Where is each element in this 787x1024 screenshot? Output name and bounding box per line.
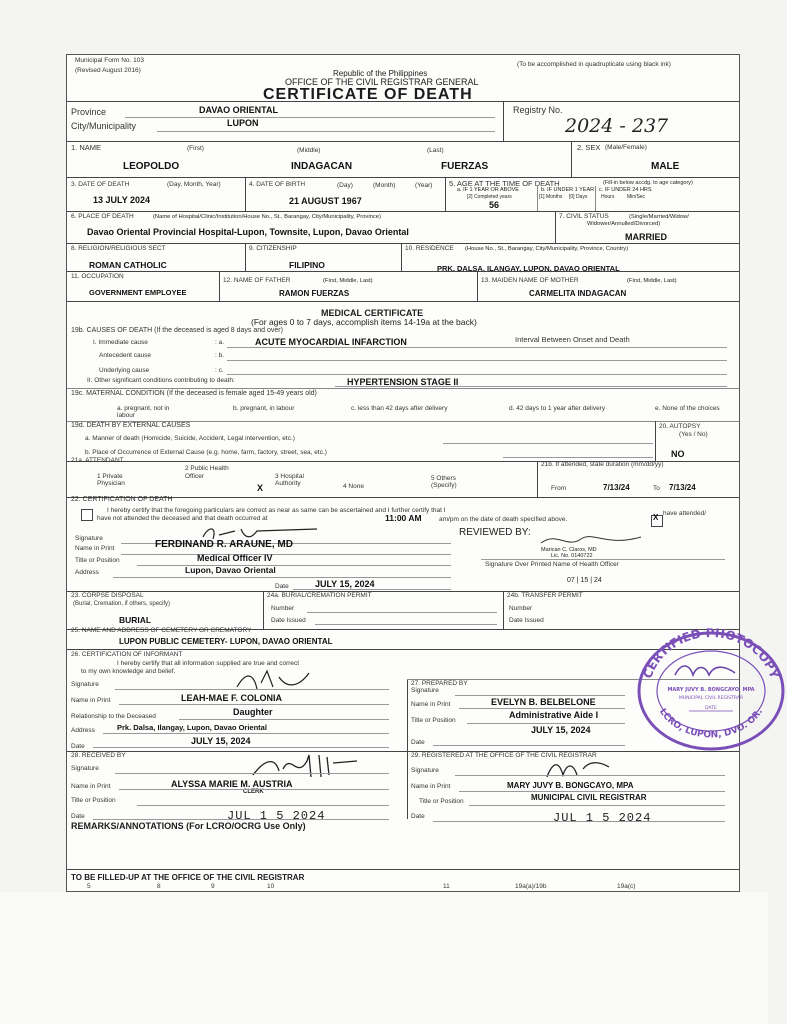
maternal-option-e: e. None of the choices [655, 405, 720, 412]
seal-date-label: DATE [705, 706, 717, 711]
footer-code-9: 9 [211, 883, 215, 890]
other-conditions-value: HYPERTENSION STAGE II [347, 377, 459, 387]
informant-name: LEAH-MAE F. COLONIA [181, 693, 282, 703]
external-causes-label: 19d. DEATH BY EXTERNAL CAUSES [71, 422, 191, 429]
age-c-hours: Hours [601, 194, 615, 200]
first-name-value: LEOPOLDO [123, 161, 180, 172]
reviewer-date: 07 | 15 | 24 [567, 577, 602, 584]
residence-value: PRK. DALSA, ILANGAY, LUPON, DAVAO ORIENTAL [437, 264, 620, 273]
received-title-label: Title or Position [71, 797, 116, 804]
last-name-value: FUERZAS [441, 161, 489, 172]
medical-title: MEDICAL CERTIFICATE [321, 308, 424, 318]
footer-code-11: 11 [443, 883, 450, 890]
death-time-value: 11:00 AM [385, 513, 422, 523]
cert-name-label: Name in Print [75, 545, 115, 552]
medical-subtitle: (For ages 0 to 7 days, accomplish items 14-19a at the back) [251, 317, 477, 327]
duration-label: 21b. If attended, state duration (mm/dd/yy) [541, 461, 664, 468]
age-label: 5. AGE AT THE TIME OF DEATH [449, 179, 560, 188]
middle-name-label: (Middle) [297, 147, 321, 154]
transfer-issued-label: Date Issued [509, 617, 544, 624]
not-attended-checkbox [81, 509, 93, 521]
footer-code-10: 10 [267, 883, 275, 890]
attendant-others: 5 Others (Specify) [431, 475, 457, 489]
death-date-value: 13 JULY 2024 [93, 195, 151, 205]
received-name-label: Name in Print [71, 783, 111, 790]
birth-year-label: (Year) [415, 182, 433, 189]
physician-address: Lupon, Davao Oriental [185, 565, 276, 575]
cemetery-label: 25. NAME AND ADDRESS OF CEMETERY OR CREMATORY [71, 627, 252, 634]
age-a-label: a. IF 1 YEAR OR ABOVE [457, 187, 519, 193]
maternal-option-b: b. pregnant, in labour [233, 405, 295, 412]
sex-label: 2. SEX [577, 143, 601, 152]
permit-issued-label: Date Issued [271, 617, 306, 624]
city-label: City/Municipality [71, 121, 137, 131]
registry-number: 2024 - 237 [565, 115, 669, 137]
disposal-label: 23. CORPSE DISPOSAL [71, 592, 144, 599]
registry-label: Registry No. [513, 105, 563, 115]
permit-number-label: Number [271, 605, 295, 612]
maternal-option-a: a. pregnant, not in labour [117, 405, 170, 419]
province-value: DAVAO ORIENTAL [199, 105, 278, 115]
informant-date-label: Date [71, 743, 85, 750]
disposal-value: BURIAL [119, 615, 152, 625]
birth-date-label: 4. DATE OF BIRTH [249, 181, 306, 188]
immediate-cause-value: ACUTE MYOCARDIAL INFARCTION [255, 337, 407, 347]
certification-label: 22. CERTIFICATION OF DEATH [71, 496, 173, 503]
received-date-label: Date [71, 813, 85, 820]
form-revision: (Revised August 2016) [75, 67, 141, 74]
father-hint: (First, Middle, Last) [323, 278, 373, 284]
seal-arc-text: CERTIFIED PHOTOCOPY [640, 627, 782, 681]
middle-name-value: INDAGACAN [291, 161, 353, 172]
registered-label: 29. REGISTERED AT THE OFFICE OF THE CIVIL REGISTRAR [411, 752, 597, 759]
footer-code-5: 5 [87, 883, 91, 890]
birth-date-value: 21 AUGUST 1967 [289, 196, 362, 206]
cemetery-value: LUPON PUBLIC CEMETERY- LUPON, DAVAO ORIENTAL [119, 637, 333, 646]
registered-name-label: Name in Print [411, 783, 451, 790]
svg-text:LCRO, LUPON, DVO. OR. [657, 707, 765, 740]
registered-date-label: Date [411, 813, 425, 820]
office-label: OFFICE OF THE CIVIL REGISTRAR GENERAL [285, 77, 479, 87]
informant-date: JULY 15, 2024 [191, 736, 251, 746]
certified-photocopy-seal [635, 627, 787, 751]
age-a-sub: [2] Completed years [467, 194, 512, 200]
certificate-sheet [66, 54, 782, 892]
residence-label: 10. RESIDENCE [405, 245, 454, 252]
informant-label: 26. CERTIFICATION OF INFORMANT [71, 651, 183, 658]
underlying-cause-label: Underlying cause [99, 367, 150, 374]
received-date: JUL 1 5 2024 [227, 809, 326, 823]
last-name-label: (Last) [427, 147, 444, 154]
maternal-option-c: c. less than 42 days after delivery [351, 405, 448, 412]
footer-code-19a-19b: 19a(a)/19b [515, 883, 547, 890]
physician-date: JULY 15, 2024 [315, 579, 375, 589]
city-value: LUPON [227, 118, 259, 128]
remarks-label: REMARKS/ANNOTATIONS (For LCRO/OCRG Use Only) [71, 821, 306, 831]
seal-name: MARY JUVY B. BONGCAYO, MPA [667, 687, 755, 693]
permit-label: 24a. BURIAL/CREMATION PERMIT [267, 592, 372, 599]
occupation-label: 11. OCCUPATION [71, 273, 124, 280]
registered-title: MUNICIPAL CIVIL REGISTRAR [531, 793, 647, 802]
physician-title: Medical Officer IV [197, 553, 273, 563]
autopsy-label: 20. AUTOPSY [659, 423, 701, 430]
place-of-death-hint: (Name of Hospital/Clinic/Institution/House No., St., Barangay, City/Municipality, Province) [153, 214, 381, 220]
antecedent-cause-label: Antecedent cause [99, 352, 152, 359]
reviewer-caption: Signature Over Printed Name of Health Officer [485, 561, 619, 568]
registered-signature-label: Signature [411, 767, 439, 774]
seal-place: LCRO, LUPON, DVO. OR. [656, 707, 765, 741]
occurrence-label: b. Place of Occurrence of External Cause (e.g. home, farm, factory, street, sea, etc.) [85, 449, 327, 456]
mother-value: CARMELITA INDAGACAN [529, 289, 627, 298]
attendant-none: 4 None [343, 483, 364, 490]
to-value: 7/13/24 [669, 483, 696, 492]
death-date-label: 3. DATE OF DEATH [71, 181, 130, 188]
received-signature [247, 751, 367, 781]
place-of-death-value: Davao Oriental Provincial Hospital-Lupon, Townsite, Lupon, Davao Oriental [87, 227, 409, 237]
other-conditions-label: II. Other significant conditions contributing to death: [87, 377, 235, 384]
quadruplicate-note: (To be accomplished in quadruplicate using black ink) [517, 61, 671, 68]
transfer-number-label: Number [509, 605, 533, 612]
civil-status-label: 7. CIVIL STATUS [559, 213, 609, 220]
attendant-hospital: 3 Hospital Authority [275, 473, 304, 487]
relationship-value: Daughter [233, 707, 273, 717]
informant-signature-label: Signature [71, 681, 99, 688]
manner-label: a. Manner of death (Homicide, Suicide, Accident, Legal intervention, etc.) [85, 435, 295, 442]
registered-name: MARY JUVY B. BONGCAYO, MPA [507, 781, 634, 790]
autopsy-hint: (Yes / No) [679, 431, 708, 438]
physician-name: FERDINAND R. ARAUNE, MD [155, 539, 293, 550]
mother-hint: (First, Middle, Last) [627, 278, 677, 284]
mother-label: 13. MAIDEN NAME OF MOTHER [481, 277, 579, 284]
attendant-mark: X [257, 483, 264, 493]
prepared-label: 27. PREPARED BY [411, 680, 468, 687]
attended-label: have attended/ [663, 510, 707, 517]
civil-status-hint2: Widower/Annulled/Divorced) [587, 221, 661, 227]
interval-label: Interval Between Onset and Death [515, 335, 630, 344]
informant-address: Prk. Dalsa, Ilangay, Lupon, Davao Oriental [117, 723, 267, 732]
religion-value: ROMAN CATHOLIC [89, 260, 167, 270]
place-of-death-label: 6. PLACE OF DEATH [71, 213, 134, 220]
province-label: Province [71, 107, 107, 117]
causes-label: 19b. CAUSES OF DEATH (If the deceased is aged 8 days and over) [71, 327, 283, 334]
citizenship-label: 9. CITIZENSHIP [249, 245, 297, 252]
death-date-hint: (Day, Month, Year) [167, 181, 221, 188]
maternal-label: 19c. MATERNAL CONDITION (If the deceased is female aged 15-49 years old) [71, 390, 317, 397]
from-value: 7/13/24 [603, 483, 630, 492]
sex-value: MALE [651, 161, 680, 172]
to-label: To [653, 485, 660, 492]
informant-text2: to my own knowledge and belief. [81, 668, 176, 675]
registered-title-label: Title or Position [419, 798, 464, 805]
informant-text1: I hereby certify that all information supplied are true and correct [117, 660, 300, 667]
age-c-min: Min/Sec [627, 194, 646, 200]
attendant-label: 21a. ATTENDANT [71, 457, 124, 464]
seal-title: MUNICIPAL CIVIL REGISTRAR [678, 696, 744, 701]
occupation-value: GOVERNMENT EMPLOYEE [89, 288, 187, 297]
reviewer-license: Lic. No. 0140722 [551, 553, 593, 559]
underlying-cause-c: : c. [215, 367, 224, 374]
attendant-private: 1 Private Physician [97, 473, 125, 487]
first-name-label: (First) [187, 145, 204, 152]
received-signature-label: Signature [71, 765, 99, 772]
attended-mark: X [653, 513, 659, 522]
cert-title-label: Title or Position [75, 557, 120, 564]
residence-hint: (House No., St., Barangay, City/Municipality, Province, Country) [465, 246, 629, 252]
age-value: 56 [489, 200, 500, 210]
maternal-option-d: d. 42 days to 1 year after delivery [509, 405, 606, 412]
sex-hint: (Male/Female) [605, 144, 647, 151]
father-value: RAMON FUERZAS [279, 289, 350, 298]
age-c-label: c. IF UNDER 24 HRS [599, 187, 652, 193]
registered-date: JUL 1 5 2024 [553, 811, 652, 825]
age-b-days: [0] Days [569, 194, 588, 200]
certification-text2b: am/pm on the date of death specified above. [439, 516, 568, 523]
name-label: 1. NAME [71, 143, 102, 152]
footer-code-8: 8 [157, 883, 161, 890]
transfer-label: 24b. TRANSFER PERMIT [507, 592, 583, 599]
received-name: ALYSSA MARIE M. AUSTRIA [171, 779, 293, 789]
civil-status-hint1: (Single/Married/Widow/ [629, 214, 689, 220]
birth-day-label: (Day) [337, 182, 353, 189]
informant-name-label: Name in Print [71, 697, 111, 704]
relationship-label: Relationship to the Deceased [71, 713, 156, 720]
attendant-public: 2 Public Health Officer [185, 465, 229, 480]
received-label: 28. RECEIVED BY [71, 752, 126, 759]
prepared-title-label: Title or Position [411, 717, 456, 724]
cert-signature-label: Signature [75, 535, 103, 542]
footer-code-19ac: 19a(c) [617, 883, 636, 890]
received-sub: CLERK [243, 789, 264, 795]
age-b-label: b. IF UNDER 1 YEAR [541, 187, 595, 193]
autopsy-value: NO [671, 449, 685, 459]
citizenship-value: FILIPINO [289, 260, 325, 270]
cert-date-label: Date [275, 583, 289, 590]
reviewer-name: Marican C. Claros, MD [541, 547, 597, 553]
disposal-hint: (Burial, Cremation, if others, specify) [73, 601, 171, 607]
page-margin [0, 892, 768, 1024]
prepared-title: Administrative Aide I [509, 710, 599, 720]
immediate-cause-label: I. Immediate cause [93, 339, 148, 346]
republic-label: Republic of the Philippines [333, 69, 428, 78]
prepared-date: JULY 15, 2024 [531, 725, 591, 735]
certification-text1: I hereby certify that the foregoing particulars are correct as near as same can be ascertained and I further certify that I [107, 507, 446, 514]
antecedent-cause-b: : b. [215, 352, 225, 359]
cert-address-label: Address [75, 569, 99, 576]
prepared-name-label: Name in Print [411, 701, 451, 708]
prepared-date-label: Date [411, 739, 425, 746]
birth-month-label: (Month) [373, 182, 396, 189]
registrar-signature [543, 757, 613, 783]
immediate-cause-a: : a. [215, 339, 225, 346]
prepared-name: EVELYN B. BELBELONE [491, 697, 596, 707]
certificate-title: CERTIFICATE OF DEATH [263, 86, 473, 103]
footer-label: TO BE FILLED-UP AT THE OFFICE OF THE CIVIL REGISTRAR [71, 873, 305, 882]
civil-status-value: MARRIED [625, 232, 667, 242]
from-label: From [551, 485, 567, 492]
informant-address-label: Address [71, 727, 95, 734]
reviewed-by-label: REVIEWED BY: [459, 527, 531, 538]
form-number: Municipal Form No. 103 [75, 57, 144, 64]
father-label: 12. NAME OF FATHER [223, 277, 291, 284]
religion-label: 8. RELIGION/RELIGIOUS SECT [71, 245, 166, 252]
certification-text2a: have not attended the deceased and that death occurred at [97, 515, 268, 522]
age-hint: (Fill-in below accdg. to age category) [603, 180, 693, 186]
prepared-signature-label: Signature [411, 687, 439, 694]
age-b-months: [1] Months [539, 194, 563, 200]
